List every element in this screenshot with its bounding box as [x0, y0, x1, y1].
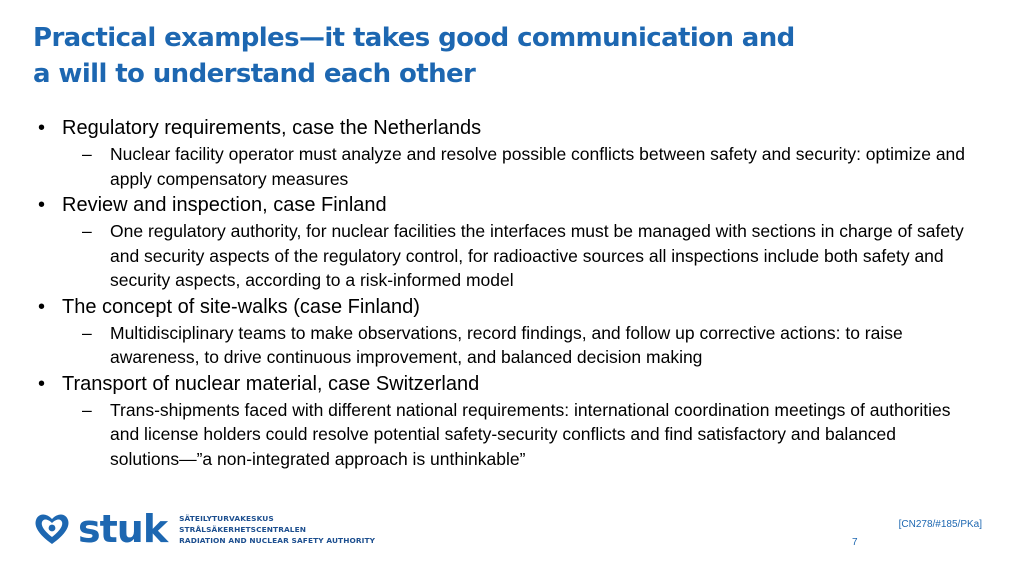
bullet-item: [38, 114, 968, 191]
sub-bullet-item: – One regulatory authority, for nuclear facilities the interfaces must be managed with sections in charge of safety and security aspects of the regulatory control, for radioactive sources all inspections include both safety and security aspects, according to a risk-informed model: [62, 219, 968, 293]
sub-bullet-item: – Trans-shipments faced with different national requirements: international coordination meetings of authorities and license holders could resolve potential safety-security conflicts and find satisfactory and balanced solutions—”a non-integrated approach is unthinkable”: [62, 398, 968, 472]
title-line-2: a will to understand each other: [33, 59, 476, 89]
bullet-item: [38, 370, 968, 472]
authority-name-swedish: STRÅLSÄKERHETSCENTRALEN: [179, 524, 307, 534]
stuk-logo: [32, 508, 375, 550]
page-number: 7: [852, 537, 858, 548]
sub-bullet-item: – Multidisciplinary teams to make observations, record findings, and follow up corrective actions: to raise awareness, to drive continuous improvement, and balanced decision making: [62, 321, 968, 370]
sub-bullet-list: [62, 142, 968, 191]
stuk-heart-logo-icon: [32, 509, 72, 549]
bullet-list: [38, 114, 968, 471]
slide-title: [33, 20, 993, 92]
bullet-item: [38, 191, 968, 293]
bullet-text: Transport of nuclear material, case Switzerland: [62, 372, 480, 395]
bullet-text: The concept of site-walks (case Finland): [62, 295, 420, 318]
reference-code: [CN278/#185/PKa]: [898, 519, 982, 530]
authority-name-finnish: SÄTEILYTURVAKESKUS: [179, 513, 274, 523]
authority-name-block: [179, 513, 375, 546]
sub-bullet-list: [62, 321, 968, 370]
bullet-item: [38, 293, 968, 370]
sub-bullet-item: – Nuclear facility operator must analyze and resolve possible conflicts between safety and security: optimize and apply compensatory measures: [62, 142, 968, 191]
bullet-text: Regulatory requirements, case the Netherlands: [62, 117, 482, 139]
sub-bullet-list: [62, 398, 968, 472]
title-line-1: Practical examples—it takes good communication and: [33, 23, 795, 53]
authority-name-english: RADIATION AND NUCLEAR SAFETY AUTHORITY: [179, 535, 376, 545]
stuk-wordmark: stuk: [78, 507, 168, 551]
bullet-text: Review and inspection, case Finland: [62, 194, 387, 216]
sub-bullet-list: [62, 219, 968, 293]
